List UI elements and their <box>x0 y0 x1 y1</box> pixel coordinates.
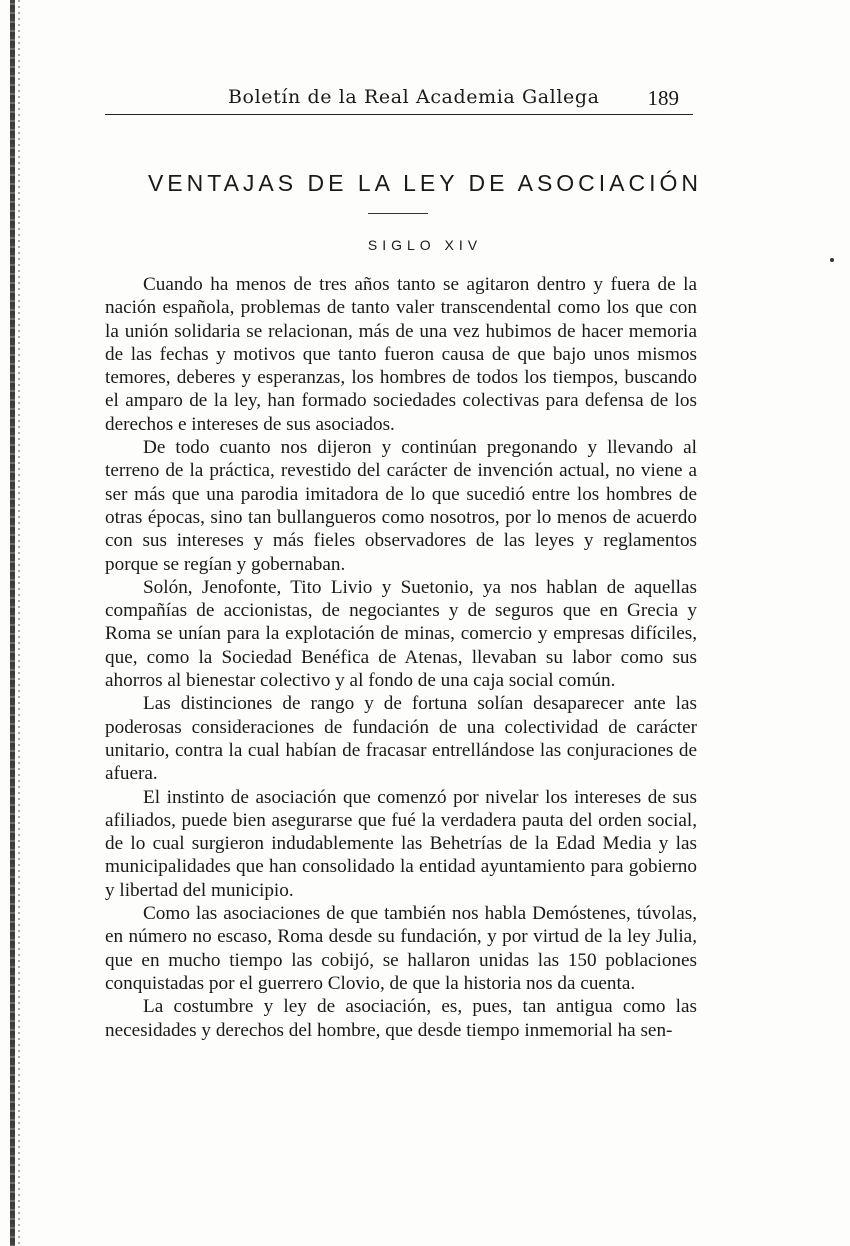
paragraph: De todo cuanto nos dijeron y continúan pregonando y llevando al terreno de la práctica, revestido del carácter de invención actual, no viene a ser más que una parodia imitadora de lo que sucedió entre los hombres de otras épocas, sino tan bullangueros como nosotros, por lo menos de acuerdo con sus intereses y más fieles observadores de las leyes y reglamentos porque se regían y gobernaban. <box>105 437 697 575</box>
paragraph: Cuando ha menos de tres años tanto se agitaron dentro y fuera de la nación española, problemas de tanto valer transcendental como los que con la unión solidaria se relacionan, más de una vez hubimos de hacer memoria de las fechas y motivos que tanto fueron causa de que bajo unos mismos temores, deberes y esperanzas, los hombres de todos los tiempos, buscando el amparo de la ley, han formado sociedades colectivas para defensa de los derechos e intereses de sus asociados. <box>105 274 697 435</box>
page-number: 189 <box>647 86 679 110</box>
running-title: Boletín de la Real Academia Gallega <box>228 86 600 108</box>
page-header <box>105 82 693 115</box>
title-divider <box>368 213 428 214</box>
scan-speck <box>830 258 834 262</box>
paragraph: La costumbre y ley de asociación, es, pues, tan antigua como las necesidades y derechos del hombre, que desde tiempo inmemorial ha sen- <box>105 996 697 1041</box>
paragraph: Solón, Jenofonte, Tito Livio y Suetonio, ya nos hablan de aquellas compañías de accionistas, de negociantes y de seguros que en Grecia y Roma se unían para la explotación de minas, comercio y empresas difíciles, que, como la Sociedad Benéfica de Atenas, llevaban su labor como sus ahorros al bienestar colectivo y al fondo de una caja social común. <box>105 576 697 692</box>
paragraph: Como las asociaciones de que también nos habla Demóstenes, túvolas, en número no escaso, Roma desde su fundación, y por virtud de la ley Julia, que en mucho tiempo las cobijó, se hallaron unidas las 150 poblaciones conquistadas por el guerrero Clovio, de que la historia nos da cuenta. <box>105 903 697 994</box>
article-subtitle: SIGLO XIV <box>367 237 483 253</box>
paragraph: El instinto de asociación que comenzó por nivelar los intereses de sus afiliados, puede bien asegurarse que fué la verdadera pauta del orden social, de lo cual surgieron indudablemente las Behetrías de la Edad Media y las municipalidades que han consolidado la entidad ayuntamiento para gobierno y libertad del municipio. <box>105 786 697 901</box>
article-title: VENTAJAS DE LA LEY DE ASOCIACIÓN <box>147 170 703 196</box>
paragraph: Las distinciones de rango y de fortuna solían desaparecer ante las poderosas consideraciones de fundación de una colectividad de carácter unitario, contra la cual habían de fracasar entrellándose las conjuraciones de afuera. <box>105 693 697 785</box>
article-body <box>105 273 697 1042</box>
